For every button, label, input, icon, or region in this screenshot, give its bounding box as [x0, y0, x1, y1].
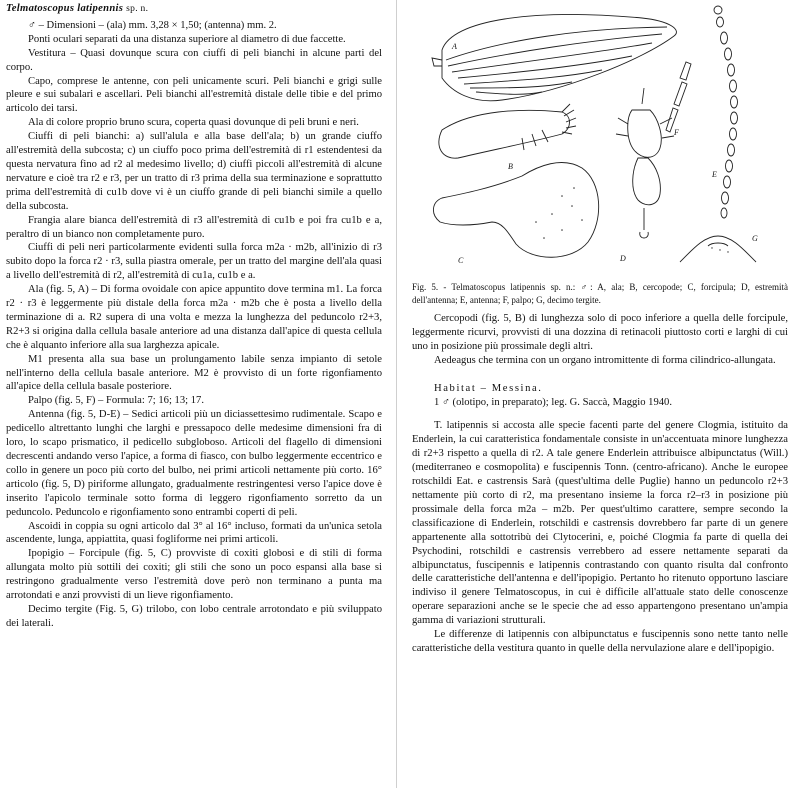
antenna-drawing	[714, 6, 738, 218]
tenth-tergite-drawing	[680, 236, 756, 262]
figure-label-e: E	[712, 170, 717, 179]
figure-label-c: C	[458, 256, 464, 265]
ascoids-paragraph: Ascoidi in coppia su ogni articolo dal 3° al 16° incluso, formati da un'unica setola ascendente, lunga, appiattita, quasi fogliforme nei primi articoli.	[6, 520, 382, 546]
head-paragraph: Capo, comprese le antenne, con peli unicamente scuri. Peli bianchi e grigi sulle pleure e sui subalari e ascellari. Peli bianchi all'estremità distale delle tibie e del primo articolo dei tarsi.	[6, 75, 382, 115]
wing-color-paragraph: Ala di colore proprio bruno scura, coperta quasi dovunque di peli bruni e neri.	[28, 117, 359, 129]
figure-label-a: A	[452, 42, 457, 51]
wing-fringe-paragraph: Frangia alare bianca dell'estremità di r3 all'estremità di cu1b e poi fra cu1b e a, peraltro di un bianco non completamente puro.	[6, 214, 382, 240]
right-column	[412, 0, 788, 656]
white-tufts-paragraph: Ciuffi di peli bianchi: a) sull'alula e alla base dell'ala; b) un grande ciuffo all'estremità della subcosta; c) un ciuffo poco prima dell'estremità di r1 estendentesi da questa nervatura fino ad r2 al medesimo livello; d) ciuffi piccoli all'estremità di alcune nervature e cioè tra r2 e r3, per un tratto di r3 prima della sua terminazione e soprattutto prima dell'estremità di cu1b dove vi è un ciuffo grande di peli bianchi simile a quello della subcosta.	[6, 131, 382, 212]
cercopod-drawing	[439, 104, 576, 158]
antenna-tip-drawing	[616, 88, 674, 238]
differences-paragraph: Le differenze di latipennis con albipunctatus e fuscipennis sono nette tanto nelle caratteristiche della vestitura quanto in quelle della nervulazione alare e dell'ipopigio.	[412, 629, 788, 654]
forcipula-drawing	[433, 163, 598, 258]
hypopygium-paragraph: Ipopigio – Forcipule (fig. 5, C) provviste di coxiti globosi e di stili di forma allungata molto più sottili dei coxiti; gli stili che sono un poco espansi alla base si restringono gradualmente verso l'estremità dove però non terminano a punta ma arrotondati e anzi provvisti di un lieve rigonfiamento.	[6, 548, 382, 602]
figure-drawings	[412, 0, 788, 278]
palp-drawing	[666, 62, 691, 132]
spacer	[412, 368, 788, 382]
black-tufts-paragraph: Ciuffi di peli neri particolarmente evidenti sulla forca m2a · m2b, all'inizio di r3 subito dopo la forca r2 · r3, sulla piastra omerale, per un tratto del margine dell'ala quasi a livello dell'estremità di r2, all'estremità di cu1a, cu1b e a.	[6, 242, 382, 282]
figure-caption: Fig. 5. - Telmatoscopus latipennis sp. n.: ♂: A, ala; B, cercopode; C, forcipula; D, estremità dell'antenna; E, antenna; F, palpo; G, decimo tergite.	[412, 282, 788, 305]
spacer	[412, 409, 788, 419]
figure-label-g: G	[752, 234, 758, 243]
m1-paragraph: M1 presenta alla sua base un prolungamento labile senza impianto di setole nell'interno della cellula basale anteriore. M2 è provvisto di un forte rigonfiamento all'apice della cellula basale posteriore.	[6, 353, 382, 393]
left-column	[6, 0, 382, 631]
habitat-heading: Habitat – Messina.	[434, 382, 543, 394]
figure-label-b: B	[508, 162, 513, 171]
wing-drawing	[432, 15, 676, 101]
aedeagus-paragraph: Aedeagus che termina con un organo intromittente di forma cilindrico-allungata.	[434, 354, 776, 366]
tenth-tergite-paragraph: Decimo tergite (Fig. 5, G) trilobo, con lobo centrale arrotondato e più sviluppato dei laterali.	[6, 603, 382, 629]
figure-label-f: F	[674, 128, 679, 137]
dimensions-paragraph: ♂ – Dimensioni – (ala) mm. 3,28 × 1,50; (antenna) mm. 2.	[28, 19, 277, 31]
affinity-paragraph: T. latipennis si accosta alle specie facenti parte del genere Clogmia, istituito da Enderlein, la cui caratteristica fondamentale consiste in un'accentuata minore lunghezza di r2+3 rispetto a quella di r2. A tale genere Enderlein attribuisce albipunctatus (Will.) (mediterraneo e cosmopolita) e fuscipennis Tonn. (centro-africano). Anche le europee rotschildi Eat. e castrensis Sarà (quest'ultima delle Puglie) hanno un peduncolo r2+3 nettamente più corto di r2, ma presentano insieme la forca r2–r3 in posizione più prossimale della forca m2a – m2b. Per quest'ultimo carattere, sempre secondo la classificazione di Enderlein, rotschildi e castrensis dovrebbero far parte di un genere appartenente alla sottotribù dei Clytocerini, e, poiché Clogmia fa parte di quella dei Psychodini, rotschildi e castrensis verrebbero ad essere nettamente separati da albipunctatus, fuscipennis e latipennis contrastando con quanto risulta dal confronto delle caratteristiche dell'antenna e dell'ipopigio. Pertanto ho ritenuto opportuno lasciare indiviso il genere Telmatoscopus, in cui è difficile all'attuale stato delle conoscenze operare separazioni anche se le specie che ad esso appartengono presentano un'ampia gamma di variazioni strutturali.	[412, 420, 788, 627]
wing-paragraph: Ala (fig. 5, A) – Di forma ovoidale con apice appuntito dove termina m1. La forca r2 · r3 è leggermente più distale della forca m2a · m2b che è posta a livello della terminazione di a. R2 supera di una volta e mezza la lunghezza del peduncolo r2+3, R2+3 si origina dalla cellula basale anteriore ad una distanza dall'apice di questa cellula che è alquanto inferiore alla sua larghezza apicale.	[6, 284, 382, 351]
cercopods-paragraph: Cercopodi (fig. 5, B) di lunghezza solo di poco inferiore a quella delle forcipule, leggermente ricurvi, provvisti di una dozzina di retinacoli piuttosto corti e larghi di cui uno in posizione più prossimale degli altri.	[412, 313, 788, 352]
ocular-bridges-paragraph: Ponti oculari separati da una distanza superiore al diametro di due faccette.	[28, 33, 346, 45]
species-title: Telmatoscopus latipennis	[6, 3, 124, 14]
holotype-paragraph: 1 ♂ (olotipo, in preparato); leg. G. Saccà, Maggio 1940.	[434, 396, 673, 408]
antenna-paragraph: Antenna (fig. 5, D-E) – Sedici articoli più un diciassettesimo rudimentale. Scapo e pedicello altrettanto lunghi che larghi e pressapoco delle medesime dimensioni fra di loro, lo scapo prismatico, il pedicello subgloboso. Articoli del flagello di dimensioni decrescenti andando verso l'apice, a forma di fiasco, con bulbo leggermente eccentrico e collo in genere un poco più corto del bulbo, nei primi articoli nettamente più corto. 16° articolo (fig. 5, D) piriforme allungato, gradualmente restringentesi verso l'apice dove è inserito l'apicolo terminale sotto forma di leggero rigonfiamento sorretto da un peduncolo. Peduncolo e rigonfiamento sono entrambi coperti di peli.	[6, 409, 382, 518]
species-header	[6, 2, 382, 17]
species-status: sp. n.	[126, 4, 149, 14]
vestiture-paragraph: Vestitura – Quasi dovunque scura con ciuffi di peli bianchi in alcune parti del corpo.	[6, 47, 382, 73]
column-divider	[396, 0, 397, 788]
figure-label-d: D	[620, 254, 626, 263]
figure-5	[412, 0, 788, 278]
palp-paragraph: Palpo (fig. 5, F) – Formula: 7; 16; 13; 17.	[28, 395, 204, 407]
